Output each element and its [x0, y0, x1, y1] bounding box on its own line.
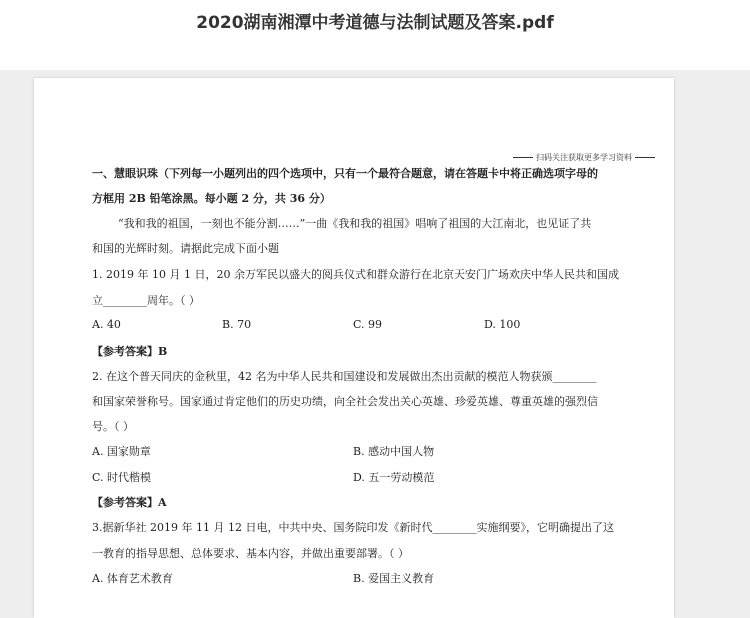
q1-option-d: D. 100 [484, 318, 521, 331]
q2-answer: 【参考答案】A [92, 496, 167, 509]
q1-option-a: A. 40 [92, 318, 121, 331]
document-title: 2020湖南湘潭中考道德与法制试题及答案.pdf [196, 13, 554, 33]
section-title-line-2: 方框用 2B 铅笔涂黑。每小题 2 分，共 36 分） [92, 192, 331, 205]
page-header-note [510, 152, 658, 163]
q2-option-a: A. 国家勋章 [92, 445, 151, 458]
question-1-line-1: 1. 2019 年 10 月 1 日，20 余万军民以盛大的阅兵仪式和群众游行在北京天安门广场欢庆中华人民共和国成 [92, 268, 619, 281]
q1-option-b: B. 70 [222, 318, 252, 331]
q1-answer: 【参考答案】B [92, 345, 168, 358]
question-2-line-3: 号。（ ） [92, 420, 134, 433]
q3-option-b: B. 爱国主义教育 [353, 572, 435, 585]
q1-option-c: C. 99 [353, 318, 383, 331]
dash-right [635, 157, 655, 158]
section-title-line-1: 一、慧眼识珠（下列每一小题列出的四个选项中，只有一个最符合题意，请在答题卡中将正确选项字母的 [92, 167, 598, 180]
q2-option-c: C. 时代楷模 [92, 471, 152, 484]
q2-option-b: B. 感动中国人物 [353, 445, 435, 458]
q2-option-d: D. 五一劳动模范 [353, 471, 435, 484]
question-2-line-2: 和国家荣誉称号。国家通过肯定他们的历史功绩，向全社会发出关心英雄、珍爱英雄、尊重英雄的强烈信 [92, 395, 598, 408]
intro-line-2: 和国的光辉时刻。请据此完成下面小题 [92, 242, 279, 255]
question-3-line-1: 3.据新华社 2019 年 11 月 12 日电，中共中央、国务院印发《新时代________实施纲要》，它明确提出了这 [92, 521, 614, 534]
question-3-line-2: 一教育的指导思想、总体要求、基本内容，并做出重要部署。（ ） [92, 547, 409, 560]
note-text: 扫码关注获取更多学习资料 [536, 153, 632, 162]
intro-line-1: “我和我的祖国，一刻也不能分割……”一曲《我和我的祖国》唱响了祖国的大江南北，也见证了共 [118, 217, 592, 230]
question-2-line-1: 2. 在这个普天同庆的金秋里，42 名为中华人民共和国建设和发展做出杰出贡献的模范人物获颁________ [92, 370, 597, 383]
dash-left [513, 157, 533, 158]
question-1-line-2: 立________周年。（ ） [92, 294, 200, 307]
title-bar [0, 0, 750, 70]
q3-option-a: A. 体育艺术教育 [92, 572, 173, 585]
